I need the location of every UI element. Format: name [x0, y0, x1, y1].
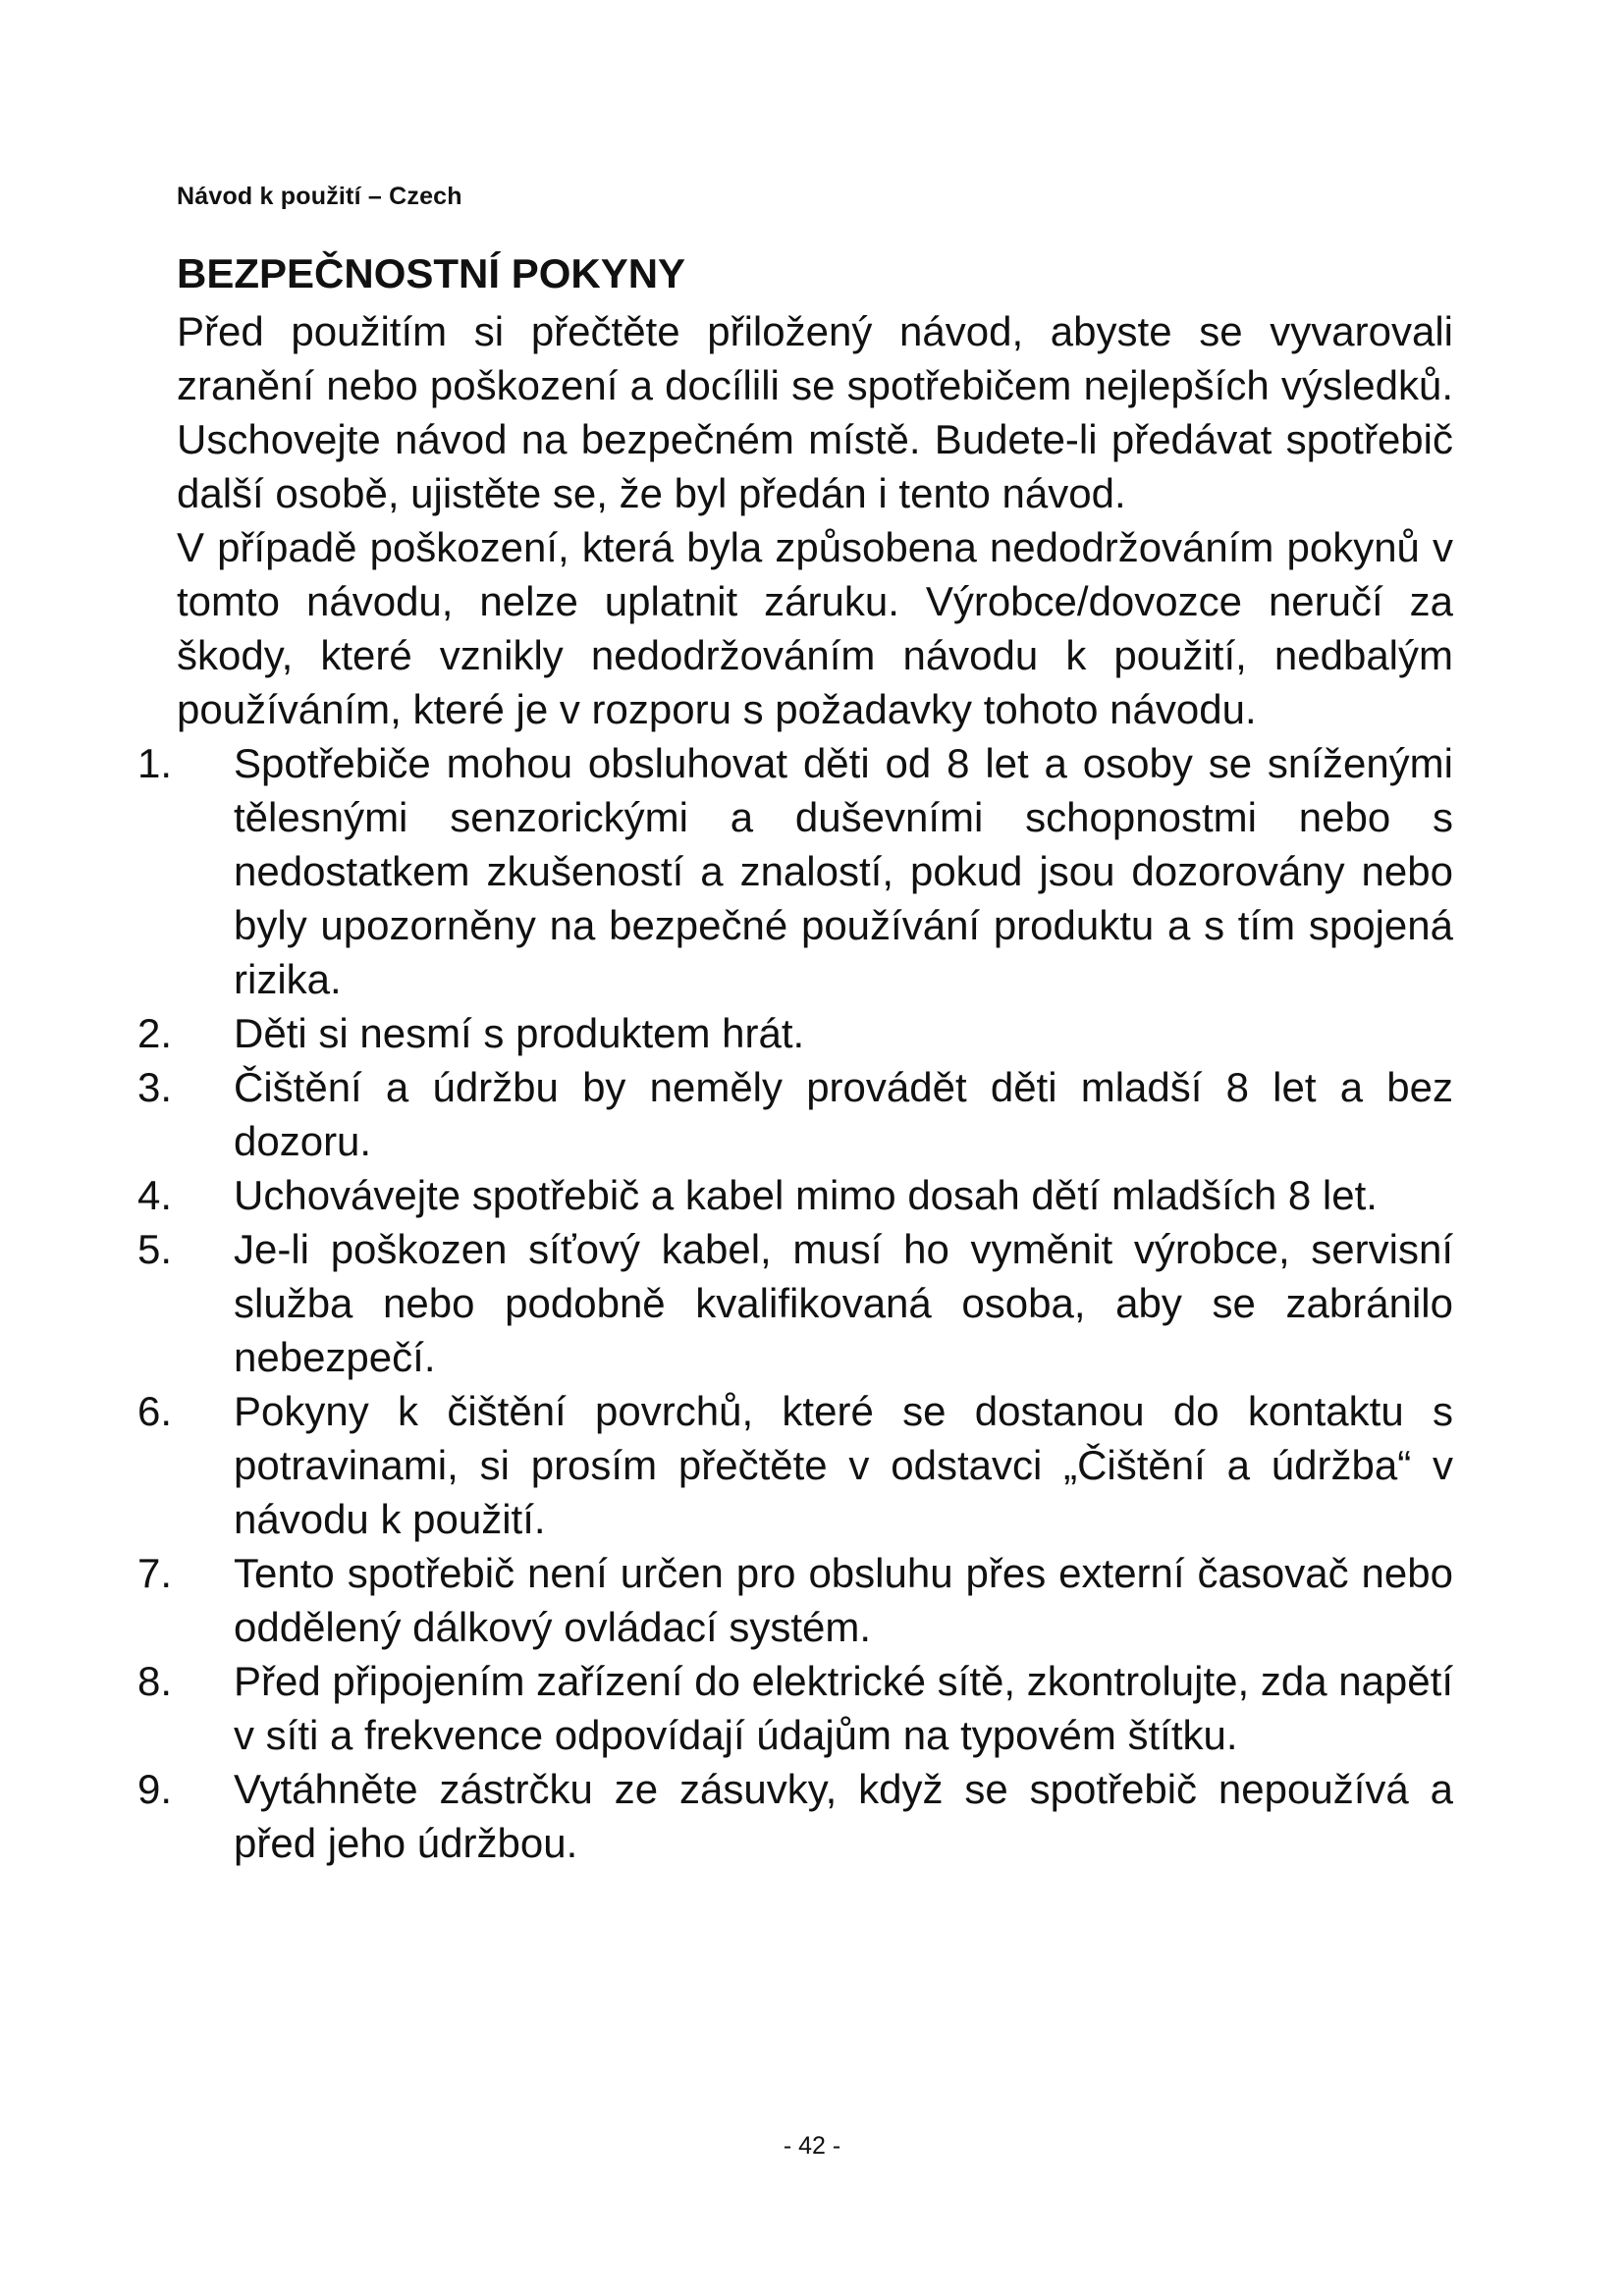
list-item-text: Spotřebiče mohou obsluhovat děti od 8 let a osoby se sníženými tělesnými senzorickými a duševními schopnostmi nebo s nedostatkem zkušeností a znalostí, pokud jsou dozorovány nebo byly upozorněny na bezpečné používání produktu a s tím spojená rizika.	[234, 740, 1453, 1002]
intro-paragraph-1: Před použitím si přečtěte přiložený návod, abyste se vyvarovali zranění nebo poškození a docílili se spotřebičem nejlepších výsledků. Uschovejte návod na bezpečném místě. Budete-li předávat spotřebič další osobě, ujistěte se, že byl předán i tento návod.	[177, 308, 1453, 516]
list-item-number: 1.	[137, 740, 173, 786]
list-item	[137, 1168, 1453, 1222]
list-item-number: 3.	[137, 1064, 173, 1110]
list-item-text: Tento spotřebič není určen pro obsluhu přes externí časovač nebo oddělený dálkový ovládací systém.	[234, 1550, 1453, 1650]
list-item-text: Pokyny k čištění povrchů, které se dostanou do kontaktu s potravinami, si prosím přečtěte v odstavci „Čištění a údržba“ v návodu k použití.	[234, 1388, 1453, 1542]
list-item	[137, 1060, 1453, 1168]
list-item-text: Vytáhněte zástrčku ze zásuvky, když se spotřebič nepoužívá a před jeho údržbou.	[234, 1766, 1453, 1866]
section-title: BEZPEČNOSTNÍ POKYNY	[177, 250, 686, 296]
safety-instructions-list	[137, 736, 1453, 1870]
list-item	[137, 736, 1453, 1006]
intro-paragraph-2: V případě poškození, která byla způsobena nedodržováním pokynů v tomto návodu, nelze uplatnit záruku. Výrobce/dovozce neručí za škody, které vznikly nedodržováním návodu k použití, nedbalým používáním, které je v rozporu s požadavky tohoto návodu.	[177, 524, 1453, 732]
running-header: Návod k použití – Czech	[177, 183, 462, 210]
list-item-number: 2.	[137, 1010, 173, 1056]
list-item	[137, 1546, 1453, 1654]
list-item-number: 6.	[137, 1388, 173, 1434]
list-item-number: 7.	[137, 1550, 173, 1596]
list-item-text: Je-li poškozen síťový kabel, musí ho vyměnit výrobce, servisní služba nebo podobně kvalifikovaná osoba, aby se zabránilo nebezpečí.	[234, 1226, 1453, 1380]
list-item-number: 9.	[137, 1766, 173, 1812]
list-item	[137, 1654, 1453, 1762]
list-item-text: Uchovávejte spotřebič a kabel mimo dosah dětí mladších 8 let.	[234, 1172, 1378, 1218]
list-item-text: Čištění a údržbu by neměly provádět děti mladší 8 let a bez dozoru.	[234, 1064, 1453, 1164]
list-item-number: 4.	[137, 1172, 173, 1218]
list-item	[137, 1762, 1453, 1870]
list-item	[137, 1384, 1453, 1546]
list-item-number: 5.	[137, 1226, 173, 1272]
list-item	[137, 1222, 1453, 1384]
list-item-text: Před připojením zařízení do elektrické sítě, zkontrolujte, zda napětí v síti a frekvence odpovídají údajům na typovém štítku.	[234, 1658, 1453, 1758]
list-item-number: 8.	[137, 1658, 173, 1704]
page-number: - 42 -	[783, 2132, 841, 2160]
document-body	[137, 247, 1453, 1870]
list-item-text: Děti si nesmí s produktem hrát.	[234, 1010, 805, 1056]
list-item	[137, 1006, 1453, 1060]
